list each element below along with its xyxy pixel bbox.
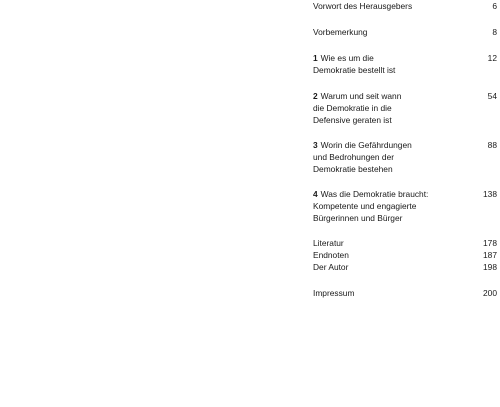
toc-entry-chapter-3 xyxy=(313,140,497,175)
toc-entry-title: 3 Worin die Gefährdungen und Bedrohungen der Demokratie bestehen xyxy=(313,140,412,174)
toc-entry-title: 4 Was die Demokratie braucht: Kompetente und engagierte Bürgerinnen und Bürger xyxy=(313,189,429,223)
toc-entry-page: 54 xyxy=(487,91,497,101)
toc-entry-title: 1 Wie es um die Demokratie bestellt ist xyxy=(313,53,396,75)
toc-entry-page: 8 xyxy=(492,27,497,37)
toc-entry-title: Vorbemerkung xyxy=(313,27,368,37)
chapter-number: 4 xyxy=(313,189,318,199)
toc-entry-page: 6 xyxy=(492,1,497,11)
toc-entry-page: 138 xyxy=(483,189,497,199)
toc-entry-page: 12 xyxy=(487,53,497,63)
chapter-number: 2 xyxy=(313,91,318,101)
toc-entry-title: 2 Warum und seit wann die Demokratie in die Defensive geraten ist xyxy=(313,91,402,125)
toc-entry-page: 200 xyxy=(483,288,497,298)
toc-entry-chapter-1 xyxy=(313,53,497,77)
toc-entry-vorwort xyxy=(313,1,497,13)
toc-entry-title: Endnoten xyxy=(313,250,349,260)
toc-entry-title: Der Autor xyxy=(313,262,349,272)
toc-entry-vorbemerkung xyxy=(313,27,497,39)
chapter-number: 1 xyxy=(313,53,318,63)
toc-entry-impressum xyxy=(313,288,497,300)
chapter-number: 3 xyxy=(313,140,318,150)
toc-entry-chapter-2 xyxy=(313,91,497,126)
toc-entry-page: 198 xyxy=(483,262,497,272)
toc-entry-literatur xyxy=(313,238,497,250)
toc-entry-page: 88 xyxy=(487,140,497,150)
toc-entry-title: Impressum xyxy=(313,288,355,298)
toc-entry-endnoten xyxy=(313,250,497,262)
toc-entry-page: 187 xyxy=(483,250,497,260)
toc-entry-chapter-4 xyxy=(313,189,497,224)
toc-entry-autor xyxy=(313,262,497,274)
toc-entry-title: Vorwort des Herausgebers xyxy=(313,1,413,11)
toc-entry-title: Literatur xyxy=(313,238,344,248)
toc-entry-page: 178 xyxy=(483,238,497,248)
